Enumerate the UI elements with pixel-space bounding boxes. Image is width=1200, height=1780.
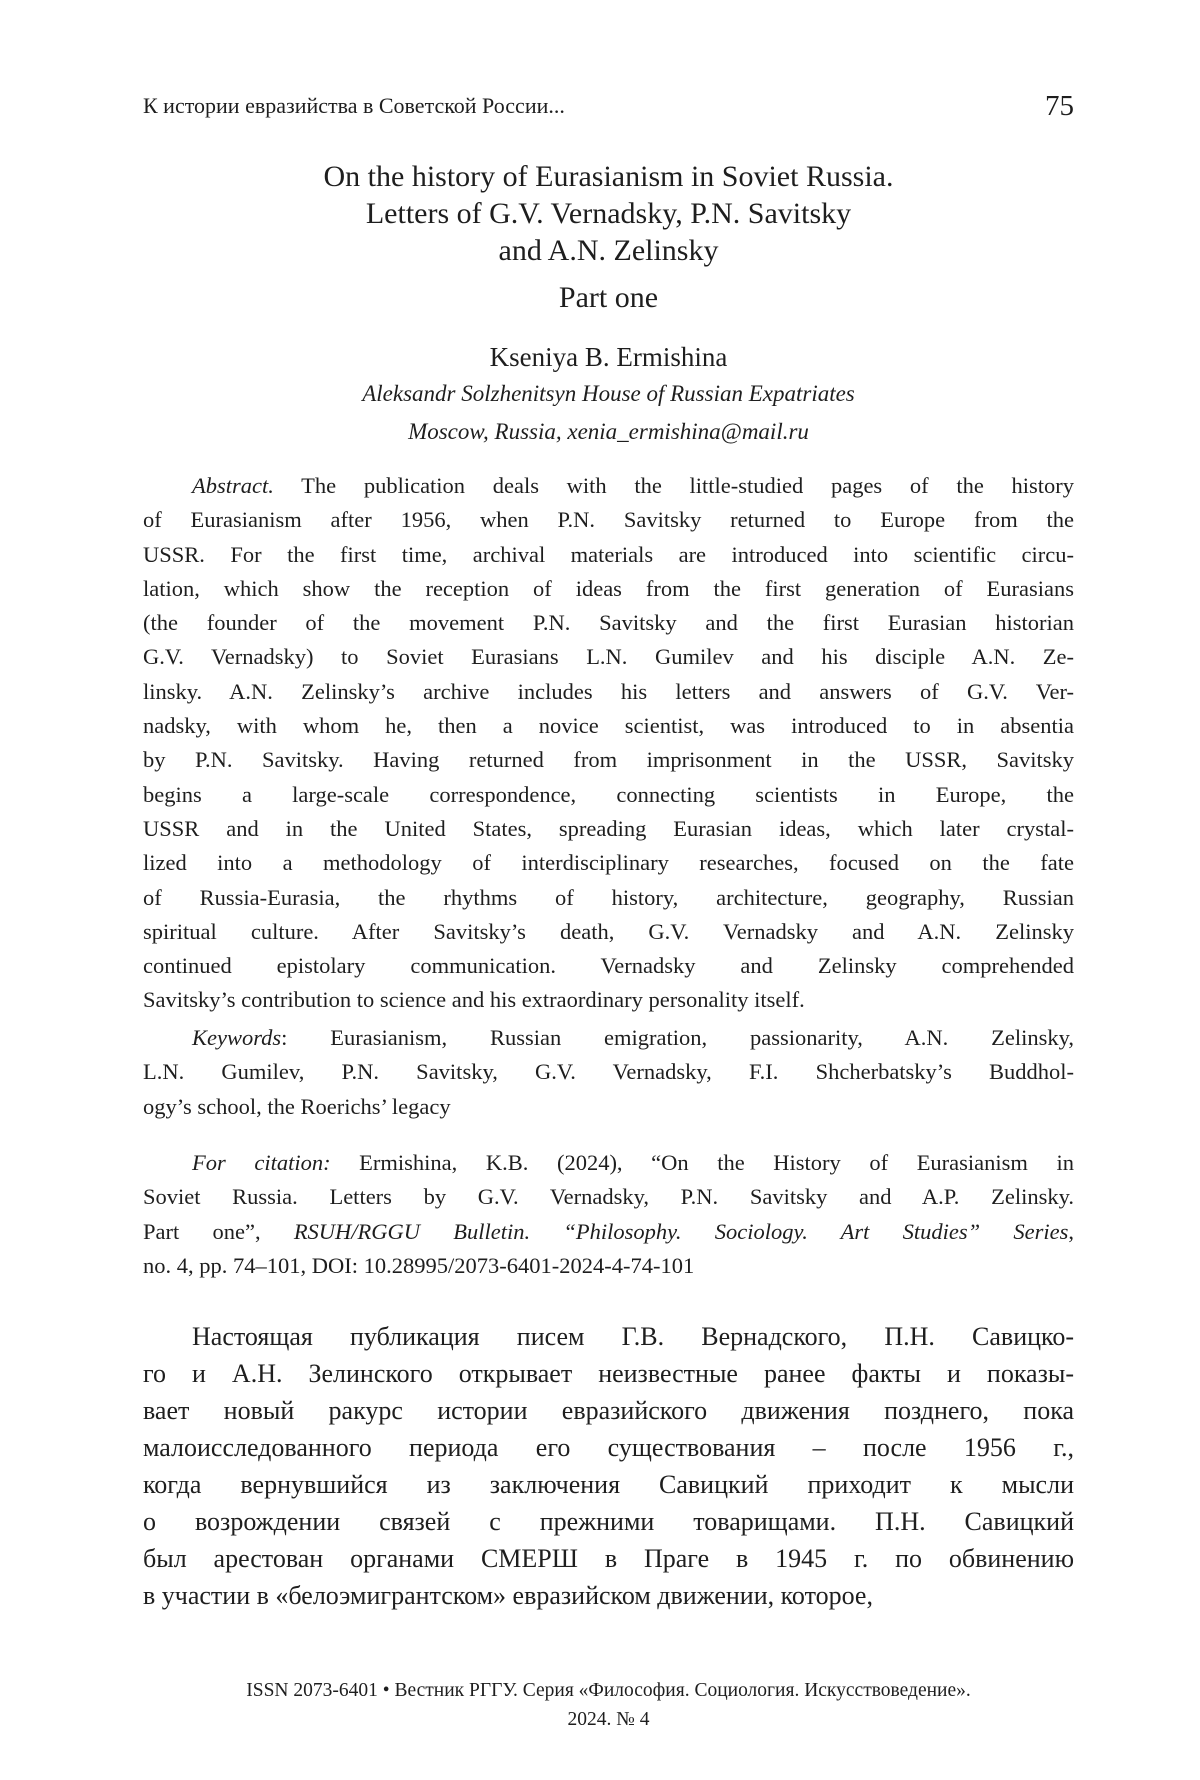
text-line bbox=[143, 743, 1074, 777]
page-footer bbox=[143, 1676, 1074, 1734]
text-segment: ogy’s school, the Roerichs’ legacy bbox=[143, 1094, 451, 1119]
author-name: Kseniya B. Ermishina bbox=[143, 339, 1074, 375]
text-segment: G.V. Vernadsky) to Soviet Eurasians L.N. Gumilev and his disciple A.N. Ze- bbox=[143, 644, 1074, 669]
text-line bbox=[143, 572, 1074, 606]
text-line bbox=[143, 1355, 1074, 1392]
footer-issue: 2024. № 4 bbox=[143, 1705, 1074, 1734]
text-segment: малоисследованного периода его существования – после 1956 г., bbox=[143, 1433, 1074, 1462]
text-line bbox=[143, 1466, 1074, 1503]
text-line bbox=[143, 503, 1074, 537]
text-line bbox=[143, 640, 1074, 674]
text-segment: : Eurasianism, Russian emigration, passionarity, A.N. Zelinsky, bbox=[281, 1025, 1074, 1050]
text-segment: begins a large-scale correspondence, connecting scientists in Europe, the bbox=[143, 782, 1074, 807]
text-segment: lation, which show the reception of ideas from the first generation of Eurasians bbox=[143, 576, 1074, 601]
text-line bbox=[143, 1090, 1074, 1124]
text-line bbox=[143, 538, 1074, 572]
text-line bbox=[143, 881, 1074, 915]
italic-text: RSUH/RGGU Bulletin. “Philosophy. Sociology. Art Studies” Series bbox=[294, 1219, 1069, 1244]
text-segment: го и А.Н. Зелинского открывает неизвестные ранее факты и показы- bbox=[143, 1359, 1074, 1388]
text-segment: , bbox=[1068, 1219, 1074, 1244]
affiliation-location-email: Moscow, Russia, xenia_ermishina@mail.ru bbox=[143, 413, 1074, 451]
title-line: Letters of G.V. Vernadsky, P.N. Savitsky bbox=[143, 195, 1074, 232]
text-segment: был арестован органами СМЕРШ в Праге в 1945 г. по обвинению bbox=[143, 1544, 1074, 1573]
text-line bbox=[143, 778, 1074, 812]
running-title: К истории евразийства в Советской России... bbox=[143, 92, 565, 120]
text-segment: Savitsky’s contribution to science and his extraordinary personality itself. bbox=[143, 987, 805, 1012]
text-segment: Настоящая публикация писем Г.В. Вернадского, П.Н. Савицко- bbox=[192, 1322, 1074, 1351]
text-line bbox=[143, 1392, 1074, 1429]
text-segment: linsky. A.N. Zelinsky’s archive includes his letters and answers of G.V. Ver- bbox=[143, 679, 1074, 704]
keywords bbox=[143, 1021, 1074, 1124]
text-segment: of Russia-Eurasia, the rhythms of history, architecture, geography, Russian bbox=[143, 885, 1074, 910]
italic-text: Abstract. bbox=[192, 473, 274, 498]
text-line bbox=[143, 1215, 1074, 1249]
italic-text: For citation: bbox=[192, 1150, 331, 1175]
text-segment: The publication deals with the little-studied pages of the history bbox=[274, 473, 1074, 498]
text-segment: spiritual culture. After Savitsky’s death, G.V. Vernadsky and A.N. Zelinsky bbox=[143, 919, 1074, 944]
text-line bbox=[143, 1249, 1074, 1283]
text-line bbox=[143, 675, 1074, 709]
text-line bbox=[143, 1540, 1074, 1577]
text-segment: by P.N. Savitsky. Having returned from imprisonment in the USSR, Savitsky bbox=[143, 747, 1074, 772]
text-line bbox=[143, 915, 1074, 949]
text-segment: о возрождении связей с прежними товарищами. П.Н. Савицкий bbox=[143, 1507, 1074, 1536]
text-line bbox=[143, 1146, 1074, 1180]
text-line bbox=[143, 846, 1074, 880]
text-line bbox=[143, 983, 1074, 1017]
text-line bbox=[143, 606, 1074, 640]
text-line bbox=[143, 1577, 1074, 1614]
part-label: Part one bbox=[143, 279, 1074, 316]
text-segment: nadsky, with whom he, then a novice scientist, was introduced to in absentia bbox=[143, 713, 1074, 738]
text-segment: (the founder of the movement P.N. Savitsky and the first Eurasian historian bbox=[143, 610, 1074, 635]
text-line bbox=[143, 1180, 1074, 1214]
text-line bbox=[143, 1021, 1074, 1055]
footer-journal: ISSN 2073-6401 • Вестник РГГУ. Серия «Философия. Социология. Искусствоведение». bbox=[143, 1676, 1074, 1705]
article-title bbox=[143, 158, 1074, 269]
title-line: On the history of Eurasianism in Soviet Russia. bbox=[143, 158, 1074, 195]
text-line bbox=[143, 1055, 1074, 1089]
text-segment: Soviet Russia. Letters by G.V. Vernadsky, P.N. Savitsky and A.P. Zelinsky. bbox=[143, 1184, 1074, 1209]
italic-text: Keywords bbox=[192, 1025, 281, 1050]
text-segment: USSR and in the United States, spreading Eurasian ideas, which later crystal- bbox=[143, 816, 1074, 841]
text-segment: USSR. For the first time, archival materials are introduced into scientific circu- bbox=[143, 542, 1074, 567]
text-line bbox=[143, 469, 1074, 503]
text-segment: в участии в «белоэмигрантском» евразийском движении, которое, bbox=[143, 1581, 873, 1610]
text-line bbox=[143, 812, 1074, 846]
affiliation bbox=[143, 375, 1074, 451]
body-paragraph bbox=[143, 1318, 1074, 1614]
citation bbox=[143, 1146, 1074, 1283]
text-segment: of Eurasianism after 1956, when P.N. Savitsky returned to Europe from the bbox=[143, 507, 1074, 532]
text-segment: L.N. Gumilev, P.N. Savitsky, G.V. Vernadsky, F.I. Shcherbatsky’s Buddhol- bbox=[143, 1059, 1074, 1084]
text-segment: continued epistolary communication. Vernadsky and Zelinsky comprehended bbox=[143, 953, 1074, 978]
text-line bbox=[143, 1503, 1074, 1540]
text-segment: Ermishina, K.B. (2024), “On the History of Eurasianism in bbox=[331, 1150, 1074, 1175]
title-line: and A.N. Zelinsky bbox=[143, 232, 1074, 269]
affiliation-institution: Aleksandr Solzhenitsyn House of Russian Expatriates bbox=[143, 375, 1074, 413]
text-segment: когда вернувшийся из заключения Савицкий приходит к мысли bbox=[143, 1470, 1074, 1499]
text-line bbox=[143, 949, 1074, 983]
page-number: 75 bbox=[1045, 92, 1074, 120]
abstract bbox=[143, 469, 1074, 1018]
text-segment: вает новый ракурс истории евразийского движения позднего, пока bbox=[143, 1396, 1074, 1425]
text-segment: no. 4, pp. 74–101, DOI: 10.28995/2073-6401-2024-4-74-101 bbox=[143, 1253, 694, 1278]
text-line bbox=[143, 709, 1074, 743]
text-segment: lized into a methodology of interdisciplinary researches, focused on the fate bbox=[143, 850, 1074, 875]
text-line bbox=[143, 1429, 1074, 1466]
text-segment: Part one”, bbox=[143, 1219, 294, 1244]
text-line bbox=[143, 1318, 1074, 1355]
